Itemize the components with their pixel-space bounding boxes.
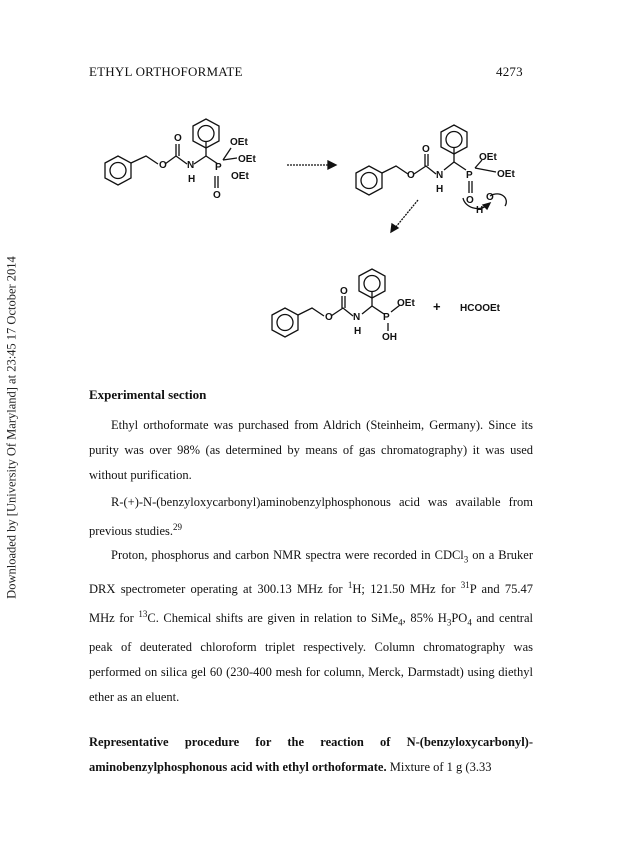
nitrogen-label: N <box>436 170 444 181</box>
procedure-text: Mixture of 1 g (3.33 <box>386 760 492 774</box>
nh-hydrogen-label: H <box>354 326 362 337</box>
section-heading: Experimental section <box>89 387 207 402</box>
text-segment: Proton, phosphorus and carbon NMR spectra were recorded in CDCl <box>111 548 464 562</box>
phosphorus-label: P <box>383 312 390 323</box>
p-oxygen-label: O <box>466 195 474 206</box>
oet-label: OEt <box>230 137 248 148</box>
reference-number: 29 <box>173 522 183 532</box>
text-segment: on a Bruker DRX spectrometer operating at 300.13 MHz for <box>89 548 534 596</box>
ester-oxygen-label: O <box>159 160 167 171</box>
oet-label: OEt <box>397 298 415 309</box>
text-segment: PO <box>451 610 468 625</box>
byproduct-label: HCOOEt <box>460 303 500 314</box>
nh-hydrogen-label: H <box>436 184 444 195</box>
oet-label: OEt <box>479 152 497 163</box>
ester-oxygen-label: O <box>407 170 415 181</box>
text-segment: H; 121.50 MHz for <box>352 581 461 596</box>
carbonyl-oxygen-label: O <box>174 133 182 144</box>
superscript: 13 <box>138 608 148 619</box>
p-oxygen-label: O <box>213 190 221 201</box>
nitrogen-label: N <box>353 312 361 323</box>
carbonyl-oxygen-label: O <box>340 286 348 297</box>
text-segment: and central peak of deuterated chloroform triplet respectively. Column chromatography was performed on silica gel 60 (230-400 mesh for column, Merck, Darmstadt) using diethyl ether as an eluent. <box>89 610 533 705</box>
text-segment: P and 75.47 MHz for <box>89 581 534 625</box>
superscript: 31 <box>460 579 470 590</box>
subscript: 4 <box>467 617 472 628</box>
oet-label: OEt <box>231 171 249 182</box>
paragraph-starting-material <box>89 490 533 544</box>
benzyl-ring-2 <box>356 166 382 195</box>
reaction-scheme <box>0 0 624 360</box>
subscript: 4 <box>398 617 403 628</box>
download-watermark: Downloaded by [University Of Maryland] at 23:45 17 October 2014 <box>4 256 19 599</box>
oet-label: OEt <box>497 169 515 180</box>
paragraph-text: R-(+)-N-(benzyloxycarbonyl)aminobenzylphosphonous acid was available from previous studies. <box>89 495 533 539</box>
nh-hydrogen-label: H <box>188 174 196 185</box>
carbonyl-oxygen-label: O <box>422 144 430 155</box>
ring-oxygen-label: O <box>486 192 494 203</box>
text-segment: , 85% H <box>402 610 447 625</box>
nitrogen-label: N <box>187 160 195 171</box>
paragraph-procedure <box>89 730 533 780</box>
oet-label: OEt <box>238 154 256 165</box>
running-title: ETHYL ORTHOFORMATE <box>89 64 243 79</box>
procedure-heading: Representative procedure for the reaction of N-(benzyloxycarbonyl)-aminobenzylphosphonous acid with ethyl orthoformate. <box>89 735 533 774</box>
paragraph-nmr <box>89 543 533 710</box>
subscript: 3 <box>463 554 469 565</box>
plus-sign: + <box>433 299 441 314</box>
phosphorus-label: P <box>466 170 473 181</box>
phosphorus-label: P <box>215 162 222 173</box>
benzyl-ring-3 <box>272 308 298 337</box>
transfer-hydrogen-label: H <box>476 205 484 216</box>
paragraph-reagent: Ethyl orthoformate was purchased from Aldrich (Steinheim, Germany). Since its purity was over 98% (as determined by means of gas chromatography) it was used without purification. <box>89 418 533 482</box>
benzyl-ring-1 <box>105 156 131 185</box>
text-segment: C. Chemical shifts are given in relation to SiMe <box>147 610 399 625</box>
subscript: 3 <box>446 617 452 628</box>
page-number: 4273 <box>496 64 523 79</box>
ester-oxygen-label: O <box>325 312 333 323</box>
superscript: 1 <box>347 579 353 590</box>
hydroxyl-label: OH <box>382 332 397 343</box>
